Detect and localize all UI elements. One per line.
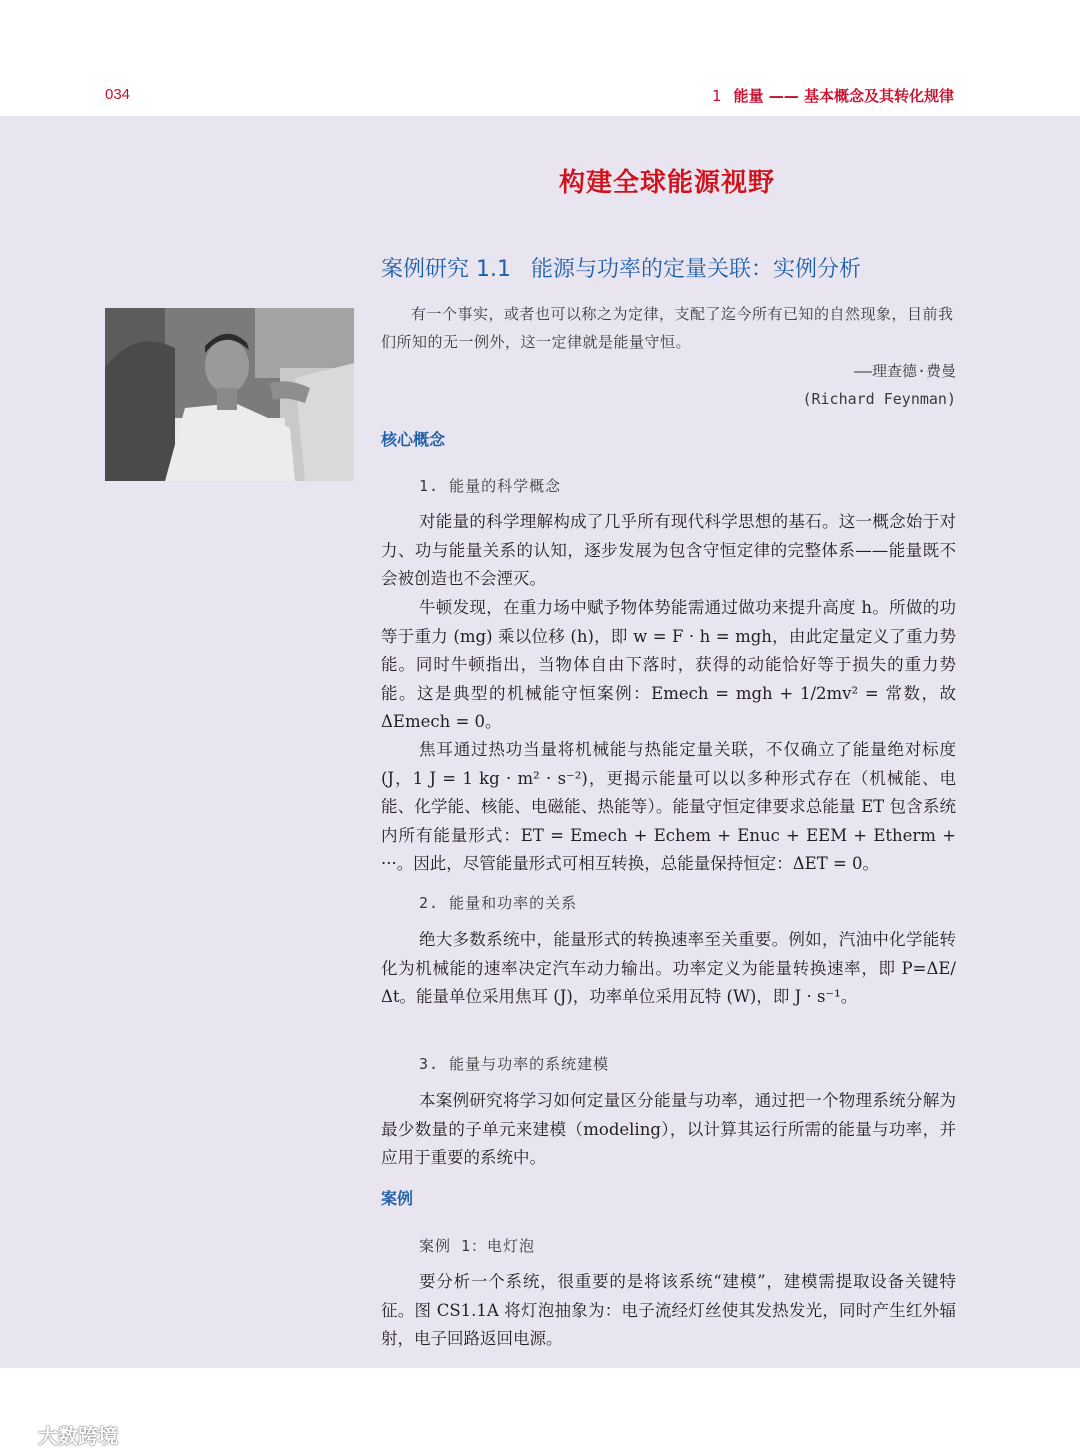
case-study-heading: [381, 252, 861, 283]
section-core-concepts: 核心概念: [381, 430, 446, 449]
feynman-photo: [105, 308, 354, 481]
author-english: (Richard Feynman): [802, 390, 956, 408]
case-number: 案例研究 1.1: [381, 257, 511, 282]
paragraph-5: 本案例研究将学习如何定量区分能量与功率，通过把一个物理系统分解为最少数量的子单元来建模（modeling），以计算其运行所需的能量与功率，并应用于重要的系统中。: [381, 1091, 956, 1167]
subsection-3: 3. 能量与功率的系统建模: [419, 1055, 610, 1073]
chapter-number: 1: [712, 87, 722, 105]
paragraph-2: 牛顿发现，在重力场中赋予物体势能需通过做功来提升高度 h。所做的功等于重力 (mg) 乘以位移 (h)，即 w = F · h = mgh，由此定量定义了重力势能。同时牛顿指出，当物体自由下落时，获得的动能恰好等于损失的重力势能。这是典型的机械能守恒案例：Emech = mgh + 1/2mv² = 常数，故 ΔEmech = 0。: [381, 598, 956, 731]
paragraph-1: 对能量的科学理解构成了几乎所有现代科学思想的基石。这一概念始于对力、功与能量关系的认知，逐步发展为包含守恒定律的完整体系——能量既不会被创造也不会湮灭。: [381, 512, 956, 588]
paragraph-6: 要分析一个系统，很重要的是将该系统“建模”，建模需提取设备关键特征。图 CS1.1A 将灯泡抽象为：电子流经灯丝使其发热发光，同时产生红外辐射，电子回路返回电源。: [381, 1272, 956, 1348]
watermark-logo: [6, 1420, 118, 1450]
running-head: [712, 85, 954, 106]
watermark-text: 大数跨境: [38, 1424, 118, 1448]
paragraph-4: 绝大多数系统中，能量形式的转换速率至关重要。例如，汽油中化学能转化为机械能的速率决定汽车动力输出。功率定义为能量转换速率，即 P=ΔE/Δt。能量单位采用焦耳 (J)，功率单位采用瓦特 (W)，即 J · s⁻¹。: [381, 930, 956, 1006]
watermark-icon: [6, 1425, 34, 1447]
page-number: 034: [105, 86, 131, 103]
chapter-title: 能量 —— 基本概念及其转化规律: [733, 87, 954, 105]
section-examples: 案例: [381, 1189, 414, 1208]
page-header: [0, 0, 1080, 116]
case-title: 能源与功率的定量关联：实例分析: [530, 257, 861, 282]
subsection-2: 2. 能量和功率的关系: [419, 894, 578, 912]
box-title: 构建全球能源视野: [558, 168, 775, 198]
epigraph-quote: 有一个事实，或者也可以称之为定律，支配了迄今所有已知的自然现象，目前我们所知的无一例外，这一定律就是能量守恒。: [381, 305, 954, 351]
subsection-1: 1. 能量的科学概念: [419, 477, 562, 495]
author-chinese: ——理查德·费曼: [853, 362, 956, 380]
example-1-heading: 案例 1：电灯泡: [419, 1237, 536, 1255]
page-footer: [0, 1368, 1080, 1455]
paragraph-3: 焦耳通过热功当量将机械能与热能定量关联，不仅确立了能量绝对标度 (J，1 J = 1 kg · m² · s⁻²)，更揭示能量可以以多种形式存在（机械能、电能、化学能、核能、电磁能、热能等）。能量守恒定律要求总能量 ET 包含系统内所有能量形式：ET = Emech + Echem + Enuc + EEM + Etherm + ···。因此，尽管能量形式可相互转换，总能量保持恒定：ΔET = 0。: [381, 740, 956, 873]
quote-attribution: [802, 357, 956, 413]
portrait-illustration: [105, 308, 354, 481]
